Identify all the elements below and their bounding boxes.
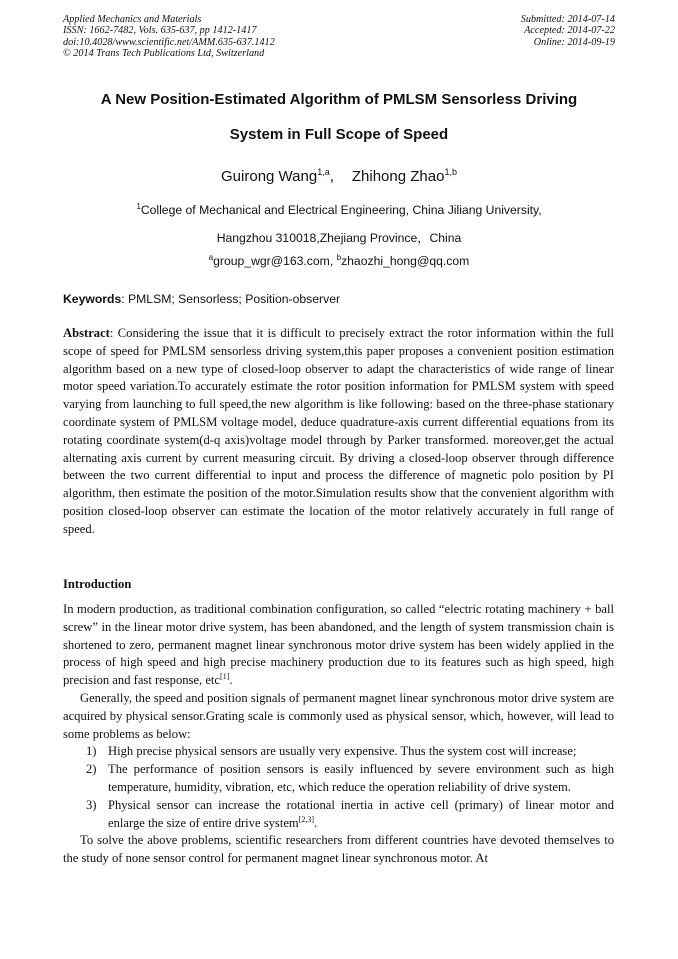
list-item xyxy=(63,761,614,797)
intro-paragraph-1 xyxy=(63,601,614,690)
paper-title-line-1: A New Position-Estimated Algorithm of PMLSM Sensorless Driving xyxy=(100,91,578,108)
journal-header-right xyxy=(521,14,615,48)
affiliation-superscript: 1 xyxy=(136,202,141,211)
affiliation-line-2: Hangzhou 310018,Zhejiang Province，China xyxy=(216,231,462,245)
author-separator: , xyxy=(329,168,334,185)
affiliation-line-1 xyxy=(0,203,678,217)
abstract-text: : Considering the issue that it is difficult to precisely extract the rotor information within the full scope of speed for PMLSM sensorless driving system,this paper proposes a convenient position estimation algorithm based on a new type of closed-loop observer to adapt the characteristics of wide range of linear motor speed variation.To accurately estimate the rotor position information for PMLSM system with speed varying from launching to full speed,the new algorithm is like following: based on the three-phase stationary coordinate system of PMLSM voltage model, deduce quadrature-axis current differential equations from its rotating coordinate system(d-q axis)voltage model through by Parker transformed. moreover,get the actual alternating axis current by current measuring circuit. By driving a closed-loop observer through difference between the two current differential to input and process the difference of magnetic polo position by PI algorithm, then estimate the position of the motor.Simulation results show that the convenient algorithm with position closed-loop observer can estimate the location of the motor relatively accurately in full range of speed. xyxy=(63,326,614,536)
affiliation-text: College of Mechanical and Electrical Engineering, China Jiliang University, xyxy=(140,203,542,217)
list-item-text: The performance of position sensors is easily influenced by severe environment such as high temperature, humidity, vibration, etc, which reduce the operation reliability of drive system. xyxy=(108,762,614,794)
abstract xyxy=(63,325,614,539)
list-item-text: High precise physical sensors are usually very expensive. Thus the system cost will increase; xyxy=(108,744,577,759)
copyright-line: © 2014 Trans Tech Publications Ltd, Switzerland xyxy=(63,48,265,60)
list-number: 1) xyxy=(86,744,97,759)
email-a-superscript: a xyxy=(208,253,214,262)
doi-line: doi:10.4028/www.scientific.net/AMM.635-637.1412 xyxy=(63,36,275,48)
online-date: Online: 2014-09-19 xyxy=(533,36,615,48)
author-superscript: 1,a xyxy=(317,167,330,177)
intro-paragraph-2: Generally, the speed and position signals of permanent magnet linear synchronous motor drive system are acquired by physical sensor.Grating scale is commonly used as physical sensor, which, however, will lead to some problems as below: xyxy=(63,690,614,741)
keywords-label: Keywords xyxy=(63,292,122,306)
list-item-end: . xyxy=(314,815,318,830)
intro-paragraph-3: To solve the above problems, scientific researchers from different countries have devoted themselves to the study of none sensor control for permanent magnet linear synchronous motor. At xyxy=(63,833,614,866)
paragraph-end: . xyxy=(229,673,233,688)
keywords xyxy=(63,292,340,306)
list-item xyxy=(63,797,614,833)
author-superscript: 1,b xyxy=(444,167,457,177)
list-number: 2) xyxy=(86,762,97,777)
accepted-date: Accepted: 2014-07-22 xyxy=(524,25,615,37)
introduction-heading: Introduction xyxy=(63,577,132,591)
paragraph-text: In modern production, as traditional combination configuration, so called “electric rotating machinery + ball screw” in the linear motor drive system, has been abandoned, and the length of system transmission chain is shortened to zero, permanent magnet linear synchronous motor drive system has been widely applied in the process of high speed and high precise machinery production due to its features such as high speed, high precision and fast response, etc xyxy=(63,602,614,688)
introduction-body xyxy=(63,601,614,868)
journal-name: Applied Mechanics and Materials xyxy=(63,14,202,25)
author-list xyxy=(0,168,678,185)
list-item-text: Physical sensor can increase the rotational inertia in active cell (primary) of linear motor and enlarge the size of entire drive system xyxy=(108,797,614,830)
issn-line: ISSN: 1662-7482, Vols. 635-637, pp 1412-1417 xyxy=(63,25,257,37)
citation: [2,3] xyxy=(298,814,315,824)
submitted-date: Submitted: 2014-07-14 xyxy=(520,14,615,25)
citation: [1] xyxy=(220,672,230,682)
email-b[interactable]: zhaozhi_hong@qq.com xyxy=(341,254,470,268)
abstract-label: Abstract xyxy=(63,326,110,340)
email-a[interactable]: group_wgr@163.com, xyxy=(213,254,337,268)
paper-title-line-2: System in Full Scope of Speed xyxy=(229,126,449,143)
email-line xyxy=(0,254,678,268)
author-name: Zhihong Zhao xyxy=(351,168,445,185)
keywords-text: : PMLSM; Sensorless; Position-observer xyxy=(121,292,341,306)
list-item xyxy=(63,743,614,761)
list-number: 3) xyxy=(86,797,97,812)
email-b-superscript: b xyxy=(336,253,342,262)
problem-list xyxy=(63,743,614,832)
author-name: Guirong Wang xyxy=(221,168,318,185)
journal-header-left xyxy=(63,14,275,60)
